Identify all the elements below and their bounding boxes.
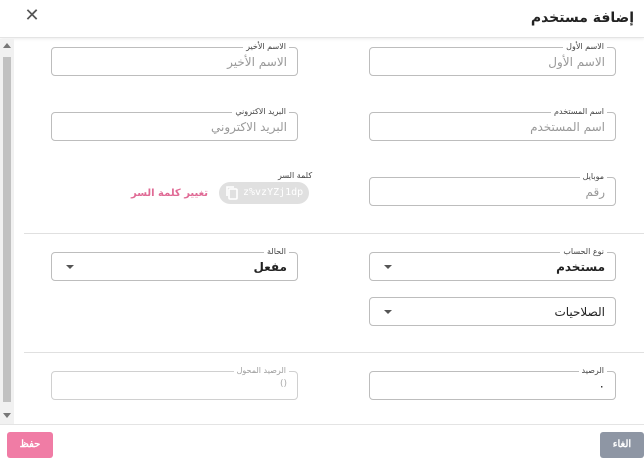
- cancel-button[interactable]: الغاء: [600, 432, 644, 458]
- transferred-balance-field: [51, 366, 298, 400]
- password-chip[interactable]: [219, 182, 309, 204]
- last-name-placeholder: الاسم الأخير: [227, 55, 287, 69]
- dialog-footer: [0, 424, 644, 466]
- balance-value: ٠: [598, 379, 605, 393]
- username-field[interactable]: [369, 107, 616, 141]
- email-field[interactable]: [51, 107, 298, 141]
- account-type-value: مستخدم: [556, 260, 605, 274]
- chevron-down-icon[interactable]: [384, 310, 392, 314]
- account-type-select[interactable]: [369, 247, 616, 281]
- status-label: الحالة: [264, 246, 289, 257]
- chevron-down-icon[interactable]: [384, 265, 392, 269]
- section-divider: [24, 352, 644, 353]
- first-name-label: الاسم الأول: [563, 41, 607, 52]
- dialog-header: [0, 0, 644, 38]
- transferred-balance-value: (): [279, 379, 287, 389]
- change-password-link[interactable]: تغيير كلمة السر: [131, 188, 208, 199]
- close-icon[interactable]: ✕: [24, 5, 40, 26]
- balance-label: الرصيد: [579, 365, 607, 376]
- permissions-value: الصلاحيات: [554, 305, 605, 319]
- account-type-label: نوع الحساب: [560, 246, 607, 257]
- email-placeholder: البريد الاكتروني: [211, 120, 287, 134]
- status-select[interactable]: [51, 247, 298, 281]
- mobile-field[interactable]: [369, 172, 616, 206]
- mobile-placeholder: رقم: [585, 185, 605, 199]
- first-name-field[interactable]: [369, 42, 616, 76]
- first-name-placeholder: الاسم الأول: [548, 55, 605, 69]
- last-name-field[interactable]: [51, 42, 298, 76]
- email-label: البريد الاكتروني: [232, 106, 289, 117]
- save-button[interactable]: حفظ: [7, 432, 53, 458]
- scroll-down-arrow-icon[interactable]: [3, 413, 11, 418]
- last-name-label: الاسم الأخير: [243, 41, 289, 52]
- dialog-title: إضافة مستخدم: [530, 10, 634, 26]
- username-placeholder: اسم المستخدم: [530, 120, 605, 134]
- status-value: مفعل: [253, 260, 287, 274]
- chevron-down-icon[interactable]: [66, 265, 74, 269]
- section-divider: [24, 233, 644, 234]
- username-label: اسم المستخدم: [551, 106, 607, 117]
- mobile-label: موبايل: [580, 171, 607, 182]
- transferred-balance-label: الرصيد المحول: [234, 365, 289, 376]
- password-value: z%vzYZj1dp: [243, 187, 304, 198]
- password-label: كلمة السر: [278, 171, 313, 180]
- scrollbar-thumb[interactable]: [3, 57, 11, 402]
- scroll-up-arrow-icon[interactable]: [3, 43, 11, 48]
- copy-icon[interactable]: [225, 185, 239, 201]
- permissions-select[interactable]: [369, 297, 616, 326]
- scrollbar[interactable]: [0, 39, 14, 424]
- balance-field[interactable]: [369, 366, 616, 400]
